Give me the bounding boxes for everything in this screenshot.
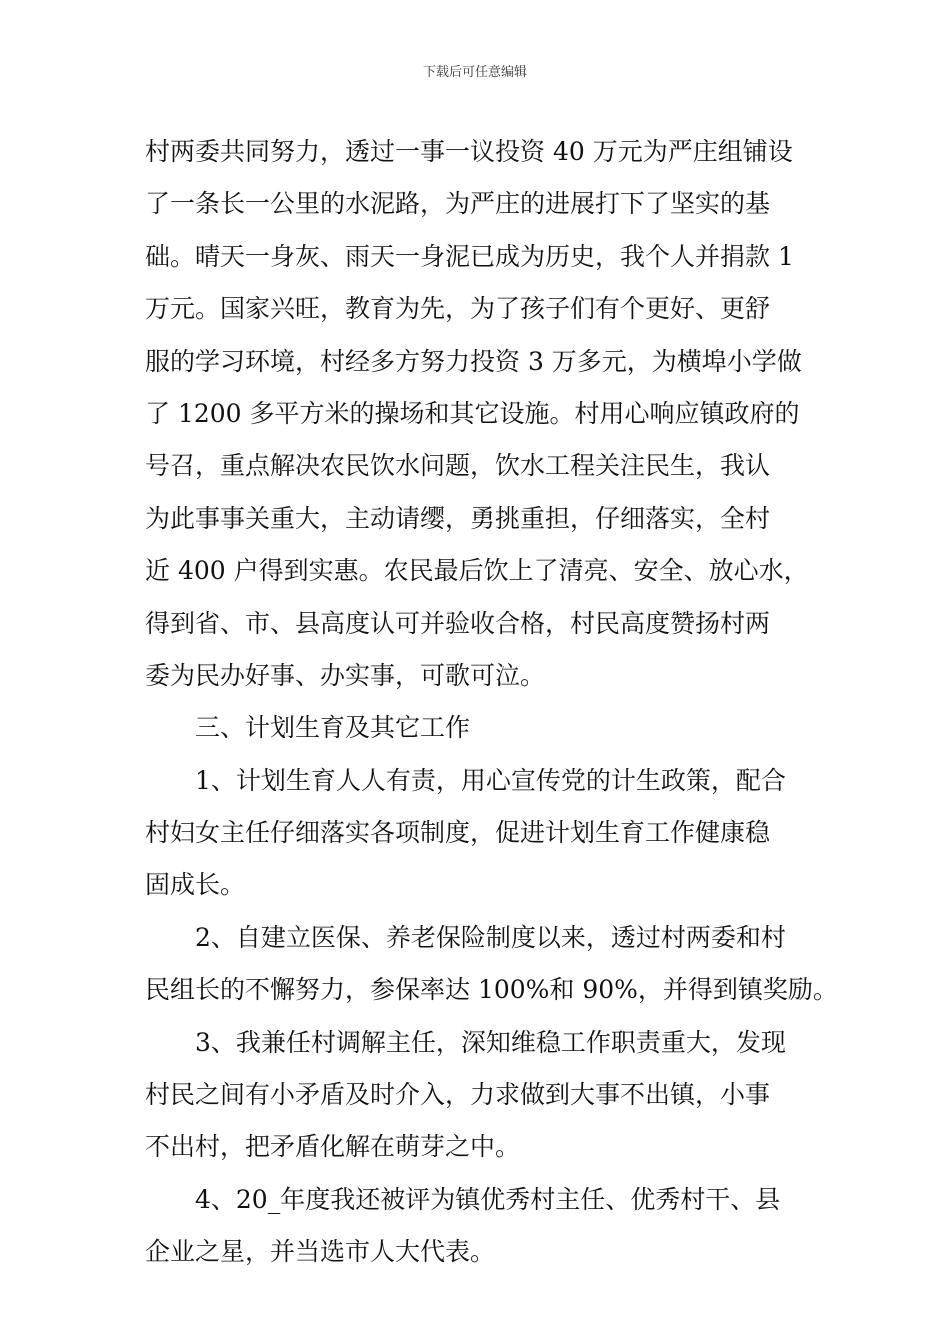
page-header: 下载后可任意编辑 <box>422 65 527 80</box>
document-body <box>145 126 838 1279</box>
text-line: 民组长的不懈努力，参保率达 100%和 90%，并得到镇奖励。 <box>145 975 838 1005</box>
text-line: 得到省、市、县高度认可并验收合格，村民高度赞扬村两 <box>145 608 771 638</box>
text-line: 固成长。 <box>145 870 246 900</box>
text-line: 近 400 户得到实惠。农民最后饮上了清亮、安全、放心水， <box>145 556 809 586</box>
section-heading: 三、计划生育及其它工作 <box>195 713 471 743</box>
text-line: 4、20_年度我还被评为镇优秀村主任、优秀村干、县 <box>195 1184 781 1214</box>
text-line: 3、我兼任村调解主任，深知维稳工作职责重大，发现 <box>195 1027 786 1057</box>
text-line: 了 1200 多平方米的操场和其它设施。村用心响应镇政府的 <box>145 398 800 428</box>
text-line: 村妇女主任仔细落实各项制度，促进计划生育工作健康稳 <box>145 818 771 848</box>
text-line: 不出村，把矛盾化解在萌芽之中。 <box>145 1132 521 1162</box>
text-line: 础。晴天一身灰、雨天一身泥已成为历史，我个人并捐款 1 <box>145 241 794 271</box>
text-line: 村民之间有小矛盾及时介入，力求做到大事不出镇，小事 <box>145 1080 771 1110</box>
text-line: 1、计划生育人人有责，用心宣传党的计生政策，配合 <box>195 765 786 795</box>
text-line: 委为民办好事、办实事，可歌可泣。 <box>145 660 546 690</box>
text-line: 村两委共同努力，透过一事一议投资 40 万元为严庄组铺设 <box>145 137 793 166</box>
text-line: 了一条长一公里的水泥路，为严庄的进展打下了坚实的基 <box>145 189 771 219</box>
text-line: 服的学习环境，村经多方努力投资 3 万多元，为横埠小学做 <box>145 346 802 376</box>
text-line: 企业之星，并当选市人大代表。 <box>145 1237 496 1267</box>
text-line: 号召，重点解决农民饮水问题，饮水工程关注民生，我认 <box>145 451 771 481</box>
text-line: 为此事事关重大，主动请缨，勇挑重担，仔细落实，全村 <box>145 503 771 533</box>
text-line: 2、自建立医保、养老保险制度以来，透过村两委和村 <box>195 922 786 952</box>
text-line: 万元。国家兴旺，教育为先，为了孩子们有个更好、更舒 <box>145 294 771 324</box>
